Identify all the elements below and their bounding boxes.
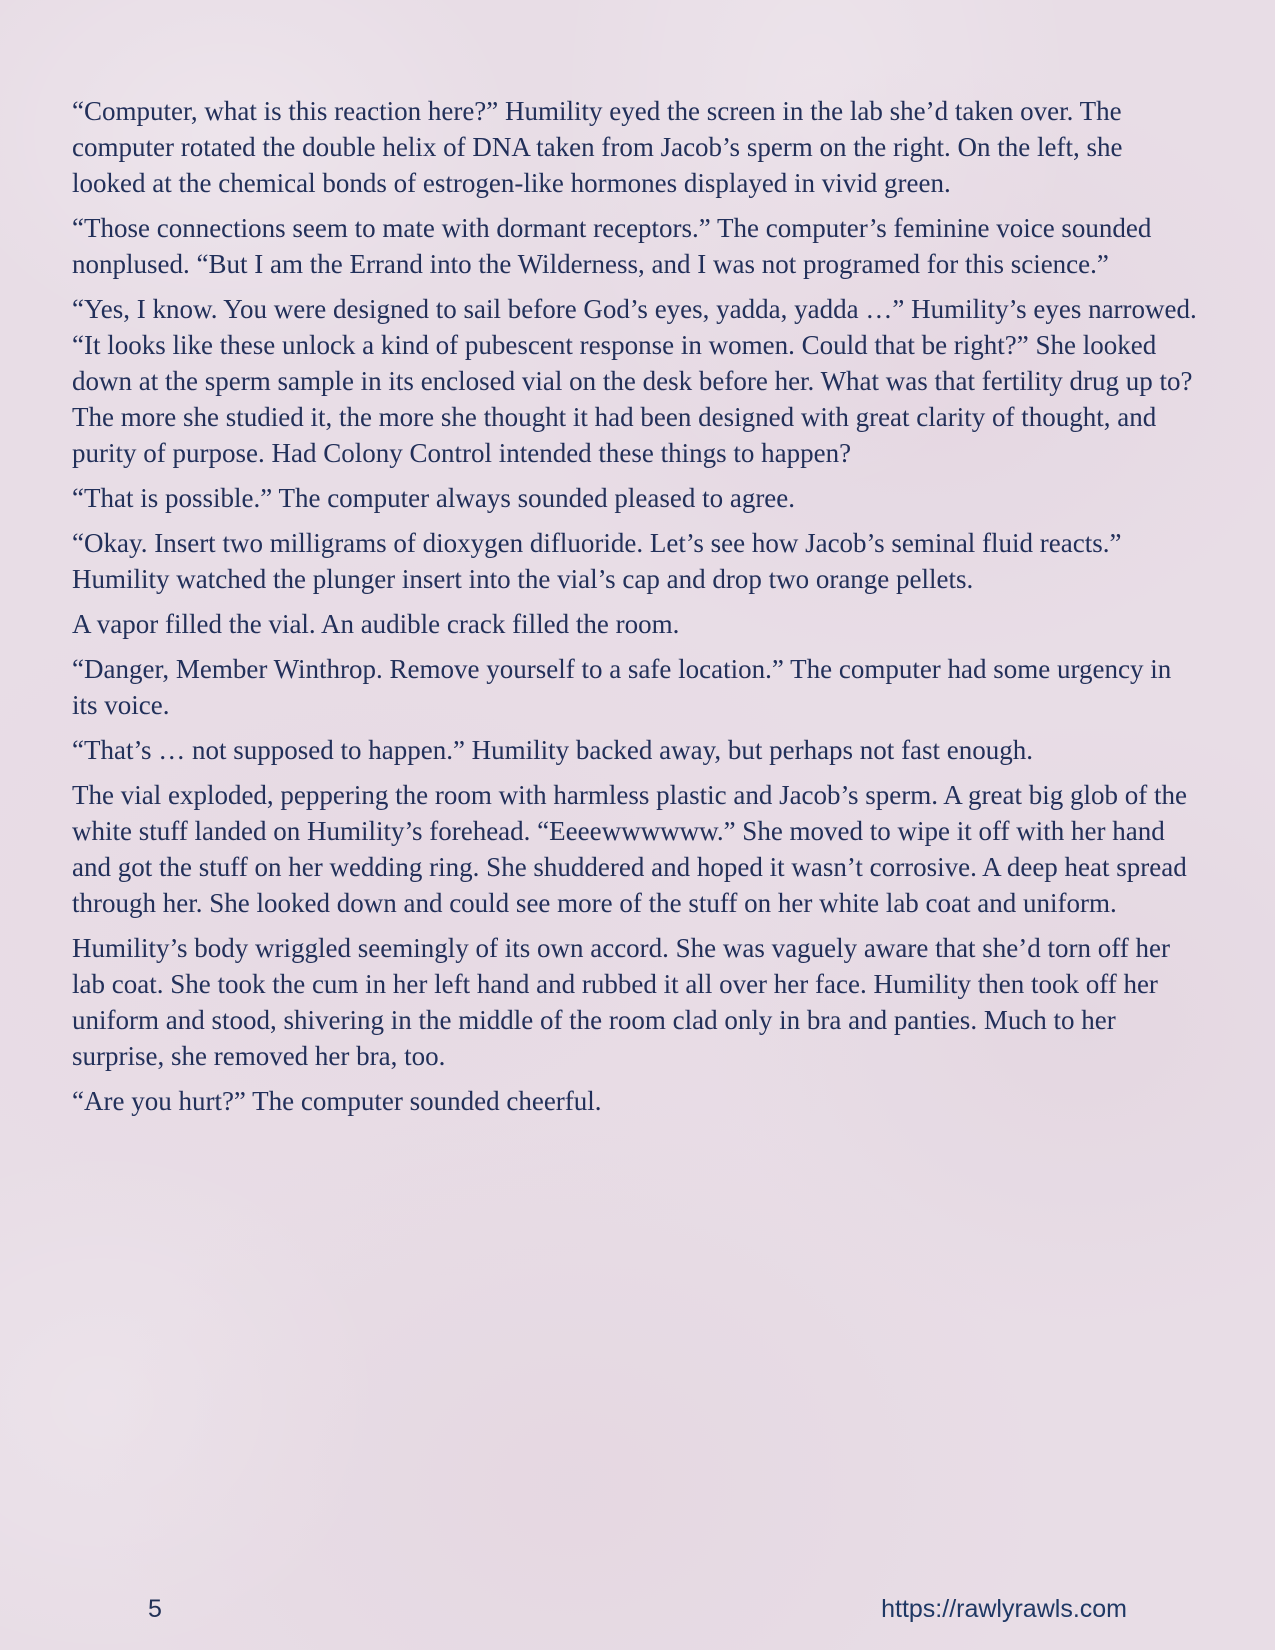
page-number: 5 [148, 1595, 162, 1623]
paragraph: “Computer, what is this reaction here?” Humility eyed the screen in the lab she’d taken over. The computer rotated the double helix of DNA taken from Jacob’s sperm on the right. On the left, she looked at the chemical bonds of estrogen-like hormones displayed in vivid green. [72, 96, 1123, 198]
paragraph: “Are you hurt?” The computer sounded cheerful. [72, 1086, 602, 1116]
paragraph: A vapor filled the vial. An audible crack filled the room. [72, 609, 680, 639]
paragraph: The vial exploded, peppering the room with harmless plastic and Jacob’s sperm. A great big glob of the white stuff landed on Humility’s forehead. “Eeeewwwwww.” She moved to wipe it off with her hand and got the stuff on her wedding ring. She shuddered and hoped it wasn’t corrosive. A deep heat spread through her. She looked down and could see more of the stuff on her white lab coat and uniform. [72, 780, 1187, 918]
paragraph: “Okay. Insert two milligrams of dioxygen difluoride. Let’s see how Jacob’s seminal fluid reacts.” Humility watched the plunger insert into the vial’s cap and drop two orange pellets. [72, 528, 1122, 594]
paragraph: “That is possible.” The computer always sounded pleased to agree. [72, 483, 796, 513]
paragraph: “Yes, I know. You were designed to sail before God’s eyes, yadda, yadda …” Humility’s eyes narrowed. “It looks like these unlock a kind of pubescent response in women. Could that be right?” She looked down at the sperm sample in its enclosed vial on the desk before her. What was that fertility drug up to? The more she studied it, the more she thought it had been designed with great clarity of thought, and purity of purpose. Had Colony Control intended these things to happen? [72, 294, 1197, 468]
body-text [72, 93, 1200, 1128]
footer-url-link[interactable]: https://rawlyrawls.com [881, 1595, 1127, 1623]
paragraph: “Those connections seem to mate with dormant receptors.” The computer’s feminine voice sounded nonplused. “But I am the Errand into the Wilderness, and I was not programed for this science.” [72, 213, 1152, 279]
paragraph: Humility’s body wriggled seemingly of its own accord. She was vaguely aware that she’d torn off her lab coat. She took the cum in her left hand and rubbed it all over her face. Humility then took off her uniform and stood, shivering in the middle of the room clad only in bra and panties. Much to her surprise, she removed her bra, too. [72, 933, 1170, 1071]
paragraph: “Danger, Member Winthrop. Remove yourself to a safe location.” The computer had some urgency in its voice. [72, 654, 1172, 720]
paragraph: “That’s … not supposed to happen.” Humility backed away, but perhaps not fast enough. [72, 735, 1034, 765]
